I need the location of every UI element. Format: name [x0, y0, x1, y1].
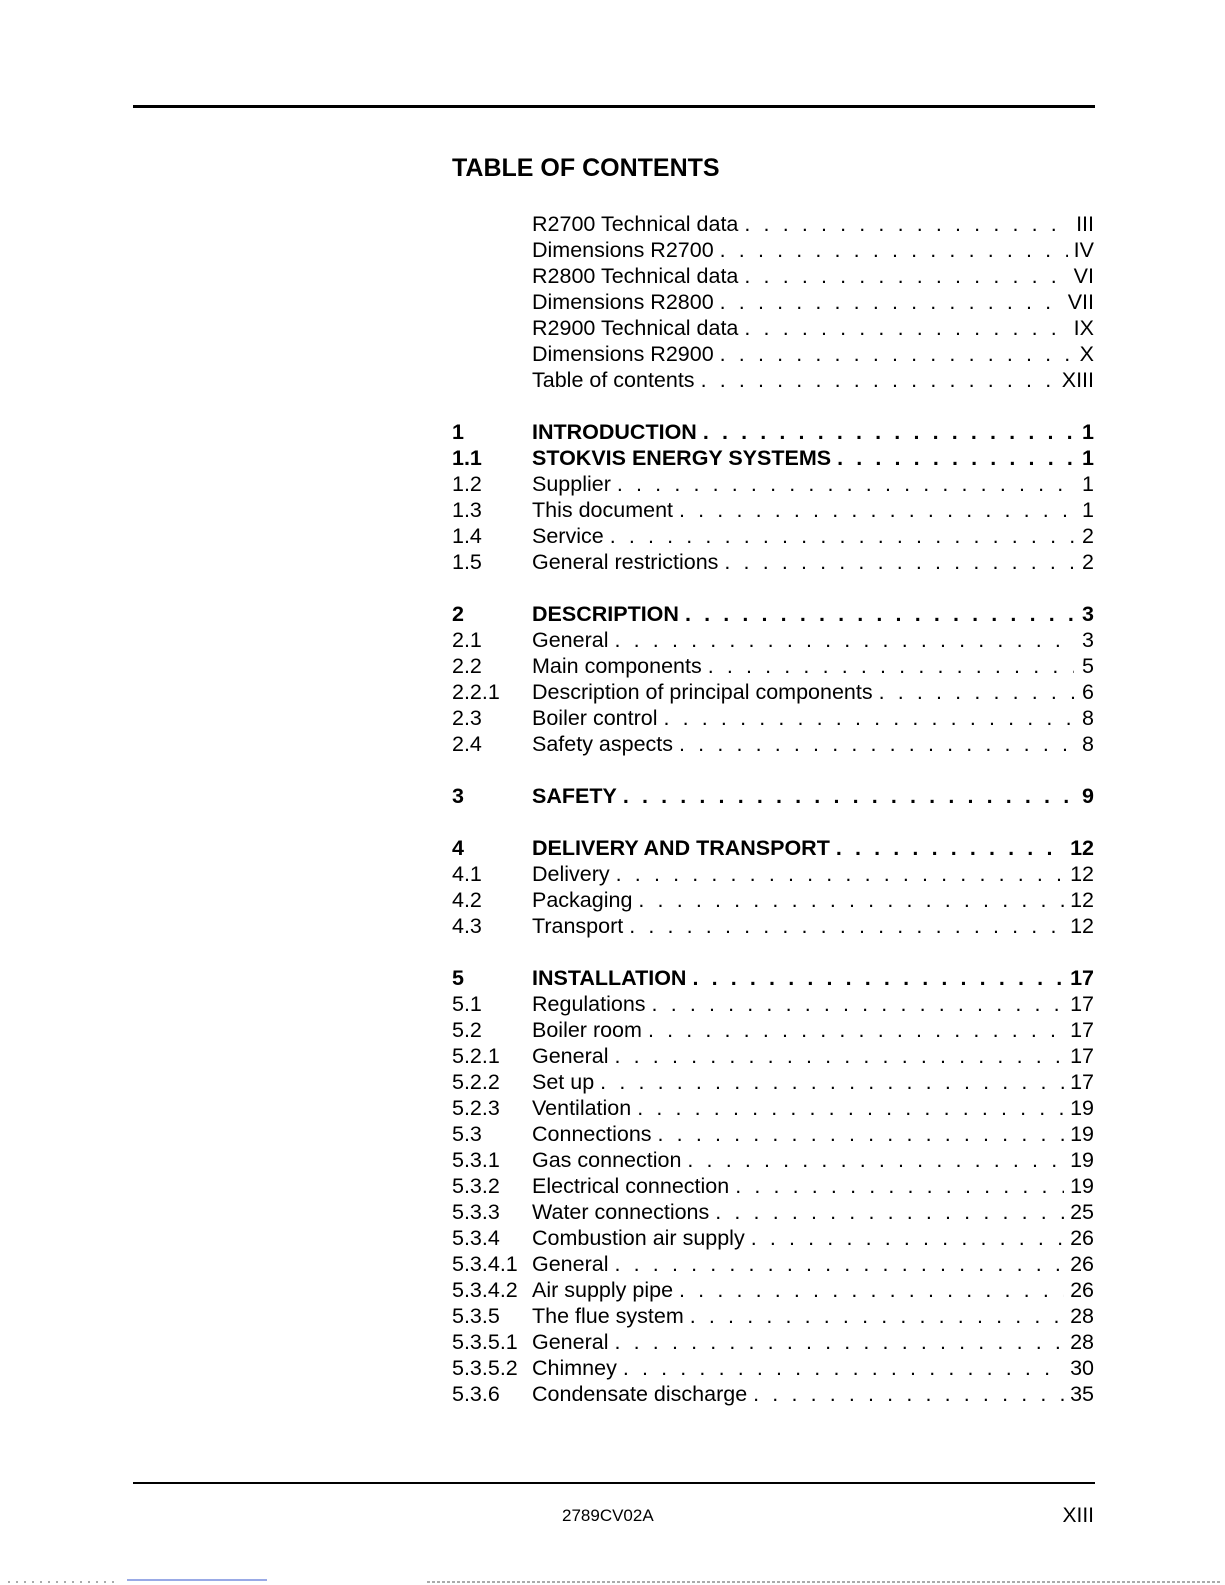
toc-entry-title: Description of principal components	[532, 680, 873, 704]
toc-entry-page: 12	[1070, 888, 1094, 912]
toc-entry-page: III	[1076, 212, 1094, 236]
toc-entry	[452, 1303, 1094, 1329]
toc-entry	[452, 965, 1094, 991]
dot-leader	[658, 1121, 1065, 1147]
toc-entry	[452, 497, 1094, 523]
toc-entry	[452, 1329, 1094, 1355]
dot-leader	[753, 1381, 1064, 1407]
toc-entry-number: 5.3.4.1	[452, 1252, 518, 1276]
toc-entry-page: 12	[1070, 862, 1094, 886]
toc-entry-title: R2800 Technical data	[532, 264, 739, 288]
toc-entry-title: Dimensions R2900	[532, 342, 714, 366]
toc-entry	[452, 913, 1094, 939]
toc-entry-leader	[532, 367, 1062, 393]
toc-entry-title: Transport	[532, 914, 624, 938]
toc-entry	[452, 731, 1094, 757]
toc-entry-page: 28	[1070, 1304, 1094, 1328]
toc-entry-leader	[532, 237, 1074, 263]
toc-entry-leader	[532, 315, 1074, 341]
toc-entry	[452, 835, 1094, 861]
toc-entry-leader	[532, 1355, 1070, 1381]
toc-entry-page: 1	[1082, 446, 1094, 470]
toc-entry-number: 5.3.4	[452, 1226, 500, 1250]
toc-entry	[452, 887, 1094, 913]
toc-entry-number: 5.3	[452, 1122, 482, 1146]
toc-entry-number: 4.2	[452, 888, 482, 912]
toc-entry	[452, 1251, 1094, 1277]
scan-artifacts	[0, 1576, 1225, 1585]
toc-entry-page: 3	[1082, 602, 1094, 626]
dot-leader	[615, 627, 1075, 653]
page-title: TABLE OF CONTENTS	[452, 154, 720, 182]
toc-entry-leader	[532, 1277, 1070, 1303]
toc-entry-page: 17	[1070, 1044, 1094, 1068]
toc-entry-page: IX	[1073, 316, 1094, 340]
dot-leader	[637, 1095, 1064, 1121]
toc-entry-page: 25	[1070, 1200, 1094, 1224]
toc-entry	[452, 341, 1094, 367]
dot-leader	[615, 1329, 1065, 1355]
toc-entry-page: 26	[1070, 1252, 1094, 1276]
dot-leader	[744, 211, 1070, 237]
toc-entry-number: 5.3.4.2	[452, 1278, 518, 1302]
dot-leader	[615, 1043, 1065, 1069]
toc-entry-page: 28	[1070, 1330, 1094, 1354]
dot-leader	[600, 1069, 1064, 1095]
toc-entry-number: 5.3.6	[452, 1382, 500, 1406]
toc-entry-title: Main components	[532, 654, 702, 678]
toc-entry-page: VI	[1073, 264, 1094, 288]
dot-leader	[616, 861, 1064, 887]
dot-leader	[685, 601, 1074, 627]
toc-entry	[452, 1277, 1094, 1303]
toc-entry	[452, 211, 1094, 237]
toc-entry-number: 5.3.5.1	[452, 1330, 518, 1354]
toc-group-spacer	[452, 393, 1094, 419]
toc-group-spacer	[452, 757, 1094, 783]
page-number: XIII	[1062, 1504, 1094, 1527]
toc-entry-page: IV	[1073, 238, 1094, 262]
dot-leader	[751, 1225, 1064, 1251]
toc-entry	[452, 237, 1094, 263]
toc-entry-page: 5	[1082, 654, 1094, 678]
header-rule	[133, 105, 1095, 108]
toc-entry-title: SAFETY	[532, 784, 617, 808]
dot-leader	[679, 1277, 1064, 1303]
toc-entry	[452, 471, 1094, 497]
toc-entry-leader	[532, 1329, 1070, 1355]
dot-leader	[735, 1173, 1064, 1199]
toc-entry-title: Boiler control	[532, 706, 658, 730]
dot-leader	[720, 237, 1068, 263]
toc-entry-title: INSTALLATION	[532, 966, 687, 990]
dot-leader	[724, 549, 1074, 575]
dot-leader	[679, 731, 1074, 757]
toc-entry-number: 2	[452, 602, 464, 626]
toc-entry-leader	[532, 549, 1080, 575]
toc-entry-title: Safety aspects	[532, 732, 674, 756]
toc-entry-number: 1.1	[452, 446, 482, 470]
toc-entry-number: 1.2	[452, 472, 482, 496]
footer-rule	[133, 1482, 1095, 1484]
toc-entry-leader	[532, 471, 1080, 497]
toc-entry-page: VII	[1067, 290, 1094, 314]
toc-entry-page: 3	[1082, 628, 1094, 652]
toc-entry-title: Combustion air supply	[532, 1226, 745, 1250]
toc-entry	[452, 549, 1094, 575]
toc-entry-title: DELIVERY AND TRANSPORT	[532, 836, 830, 860]
toc-entry-leader	[532, 679, 1080, 705]
toc-entry	[452, 1173, 1094, 1199]
toc-entry-leader	[532, 887, 1070, 913]
toc-entry-title: Chimney	[532, 1356, 617, 1380]
dot-leader	[623, 1355, 1064, 1381]
toc-entry-title: Electrical connection	[532, 1174, 730, 1198]
toc-entry-leader	[532, 783, 1080, 809]
toc-entry-number: 2.2.1	[452, 680, 500, 704]
toc-entry-title: R2900 Technical data	[532, 316, 739, 340]
toc-entry-leader	[532, 263, 1074, 289]
toc-entry-title: Supplier	[532, 472, 611, 496]
toc-entry	[452, 653, 1094, 679]
toc-entry-title: Gas connection	[532, 1148, 682, 1172]
dot-leader	[679, 497, 1074, 523]
dot-leader	[638, 887, 1064, 913]
toc-entry-title: General	[532, 1044, 609, 1068]
toc-entry-title: General restrictions	[532, 550, 719, 574]
toc-entry-number: 5.2	[452, 1018, 482, 1042]
toc-entry	[452, 679, 1094, 705]
toc-entry-number: 2.2	[452, 654, 482, 678]
toc-entry-title: General	[532, 1252, 609, 1276]
dot-leader	[720, 289, 1062, 315]
toc-entry-title: General	[532, 628, 609, 652]
toc-entry-leader	[532, 1017, 1070, 1043]
toc-entry-page: 19	[1070, 1148, 1094, 1172]
dot-leader	[744, 315, 1067, 341]
toc-entry-leader	[532, 445, 1080, 471]
dot-leader	[720, 341, 1074, 367]
toc-entry-leader	[532, 965, 1070, 991]
toc-entry	[452, 1381, 1094, 1407]
toc-entry-number: 2.3	[452, 706, 482, 730]
toc-entry-number: 5.2.3	[452, 1096, 500, 1120]
dot-leader	[617, 471, 1074, 497]
dot-leader	[687, 1147, 1064, 1173]
toc-entry-page: 17	[1070, 992, 1094, 1016]
toc-entry-page: 9	[1082, 784, 1094, 808]
toc-entry	[452, 1147, 1094, 1173]
toc-entry-number: 4	[452, 836, 464, 860]
toc-entry	[452, 991, 1094, 1017]
toc-entry-number: 4.3	[452, 914, 482, 938]
toc-entry-leader	[532, 1251, 1070, 1277]
toc-entry-leader	[532, 1199, 1070, 1225]
dot-leader	[708, 653, 1074, 679]
toc-entry-number: 5	[452, 966, 464, 990]
toc-entry-leader	[532, 705, 1080, 731]
toc-entry-title: Table of contents	[532, 368, 695, 392]
toc-entry-leader	[532, 1173, 1070, 1199]
toc-entry-page: 30	[1070, 1356, 1094, 1380]
toc-entry	[452, 445, 1094, 471]
toc-entry-leader	[532, 1303, 1070, 1329]
toc-entry-number: 4.1	[452, 862, 482, 886]
toc-entry-title: Dimensions R2700	[532, 238, 714, 262]
toc-entry-leader	[532, 731, 1080, 757]
dot-leader	[703, 419, 1074, 445]
toc-entry-leader	[532, 211, 1076, 237]
toc-entry	[452, 1095, 1094, 1121]
toc-entry-title: R2700 Technical data	[532, 212, 739, 236]
toc-entry-number: 2.4	[452, 732, 482, 756]
dot-leader	[610, 523, 1074, 549]
document-code: 2789CV02A	[562, 1506, 654, 1525]
dot-leader	[692, 965, 1064, 991]
dot-leader	[623, 783, 1074, 809]
toc-entry-leader	[532, 1069, 1070, 1095]
toc-entry-page: 12	[1070, 836, 1094, 860]
toc-entry	[452, 263, 1094, 289]
toc-entry-number: 5.3.2	[452, 1174, 500, 1198]
toc-entry	[452, 1355, 1094, 1381]
toc-entry-number: 2.1	[452, 628, 482, 652]
toc-entry-number: 5.2.1	[452, 1044, 500, 1068]
toc-entry-leader	[532, 523, 1080, 549]
toc-entry-page: 2	[1082, 550, 1094, 574]
toc-entry-leader	[532, 913, 1070, 939]
toc-entry-leader	[532, 419, 1080, 445]
toc-entry-page: 8	[1082, 706, 1094, 730]
dot-leader	[715, 1199, 1064, 1225]
toc-entry	[452, 1121, 1094, 1147]
dot-leader	[836, 835, 1064, 861]
toc-entry	[452, 419, 1094, 445]
toc-entry	[452, 1069, 1094, 1095]
toc-entry-title: Connections	[532, 1122, 652, 1146]
dot-leader	[615, 1251, 1065, 1277]
toc-entry	[452, 601, 1094, 627]
toc-entry-leader	[532, 653, 1080, 679]
toc-entry-title: The flue system	[532, 1304, 684, 1328]
toc-entry-page: 1	[1082, 498, 1094, 522]
toc-entry	[452, 861, 1094, 887]
toc-entry-page: 19	[1070, 1096, 1094, 1120]
toc-entry-page: 6	[1082, 680, 1094, 704]
toc-entry-title: Delivery	[532, 862, 610, 886]
toc-entry-leader	[532, 991, 1070, 1017]
toc-entry-leader	[532, 835, 1070, 861]
toc-entry	[452, 289, 1094, 315]
toc-entry	[452, 1199, 1094, 1225]
toc-entry-number: 1.5	[452, 550, 482, 574]
toc-entry-number: 3	[452, 784, 464, 808]
toc-entry-title: Dimensions R2800	[532, 290, 714, 314]
toc-entry-title: Service	[532, 524, 604, 548]
toc-entry-leader	[532, 1225, 1070, 1251]
dot-leader	[701, 367, 1056, 393]
toc-entry	[452, 315, 1094, 341]
toc-entry-leader	[532, 1043, 1070, 1069]
toc-entry-leader	[532, 601, 1080, 627]
toc-entry-leader	[532, 341, 1080, 367]
dot-leader	[690, 1303, 1064, 1329]
toc-entry-number: 1	[452, 420, 464, 444]
toc-entry	[452, 1017, 1094, 1043]
toc-entry-page: 35	[1070, 1382, 1094, 1406]
table-of-contents	[452, 211, 1094, 1407]
toc-entry-page: 1	[1082, 472, 1094, 496]
toc-entry-leader	[532, 861, 1070, 887]
dot-leader	[652, 991, 1065, 1017]
toc-entry-page: 2	[1082, 524, 1094, 548]
toc-entry-number: 5.3.5.2	[452, 1356, 518, 1380]
toc-entry-leader	[532, 497, 1080, 523]
dot-leader	[629, 913, 1064, 939]
dot-leader	[744, 263, 1067, 289]
toc-entry	[452, 367, 1094, 393]
toc-entry-page: 19	[1070, 1122, 1094, 1146]
toc-entry-title: This document	[532, 498, 674, 522]
dot-leader	[663, 705, 1074, 731]
toc-entry-leader	[532, 1381, 1070, 1407]
toc-entry-title: Air supply pipe	[532, 1278, 674, 1302]
dot-leader	[837, 445, 1074, 471]
toc-entry-leader	[532, 1147, 1070, 1173]
toc-entry-title: INTRODUCTION	[532, 420, 697, 444]
toc-entry-page: XIII	[1061, 368, 1094, 392]
toc-entry-page: 17	[1070, 966, 1094, 990]
toc-entry-number: 5.3.1	[452, 1148, 500, 1172]
toc-entry	[452, 1225, 1094, 1251]
toc-entry-title: Condensate discharge	[532, 1382, 748, 1406]
toc-entry-title: Water connections	[532, 1200, 710, 1224]
toc-entry-page: X	[1079, 342, 1094, 366]
toc-entry-title: Set up	[532, 1070, 595, 1094]
toc-entry-leader	[532, 627, 1080, 653]
toc-entry-page: 19	[1070, 1174, 1094, 1198]
toc-entry-number: 5.3.3	[452, 1200, 500, 1224]
toc-entry-title: Boiler room	[532, 1018, 642, 1042]
toc-entry-number: 5.1	[452, 992, 482, 1016]
toc-group-spacer	[452, 939, 1094, 965]
toc-entry-leader	[532, 1095, 1070, 1121]
toc-entry-leader	[532, 1121, 1070, 1147]
toc-entry	[452, 523, 1094, 549]
toc-entry-title: Packaging	[532, 888, 633, 912]
toc-entry-page: 12	[1070, 914, 1094, 938]
toc-entry-page: 17	[1070, 1018, 1094, 1042]
toc-entry-title: Regulations	[532, 992, 646, 1016]
toc-entry	[452, 627, 1094, 653]
toc-group-spacer	[452, 575, 1094, 601]
toc-entry-page: 17	[1070, 1070, 1094, 1094]
dot-leader	[648, 1017, 1064, 1043]
toc-entry-page: 1	[1082, 420, 1094, 444]
toc-entry-title: DESCRIPTION	[532, 602, 679, 626]
toc-entry-page: 8	[1082, 732, 1094, 756]
toc-entry-number: 1.3	[452, 498, 482, 522]
toc-entry-number: 5.2.2	[452, 1070, 500, 1094]
toc-entry-number: 1.4	[452, 524, 482, 548]
toc-entry-title: General	[532, 1330, 609, 1354]
toc-entry-page: 26	[1070, 1226, 1094, 1250]
toc-entry-leader	[532, 289, 1068, 315]
toc-group-spacer	[452, 809, 1094, 835]
toc-entry	[452, 705, 1094, 731]
dot-leader	[879, 679, 1074, 705]
toc-entry-title: STOKVIS ENERGY SYSTEMS	[532, 446, 832, 470]
toc-entry	[452, 783, 1094, 809]
toc-entry-page: 26	[1070, 1278, 1094, 1302]
toc-entry-title: Ventilation	[532, 1096, 632, 1120]
toc-entry-number: 5.3.5	[452, 1304, 500, 1328]
toc-entry	[452, 1043, 1094, 1069]
